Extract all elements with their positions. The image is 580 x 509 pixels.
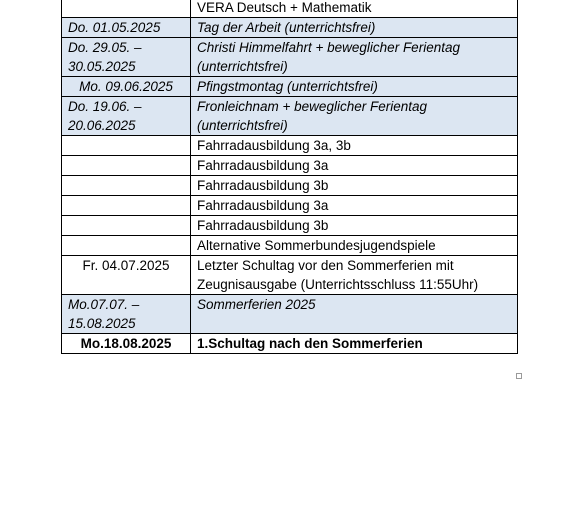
date-cell: Fr. 04.07.2025 [62,256,191,295]
event-cell: Alternative Sommerbundesjugendspiele [191,236,518,256]
event-cell: Fahrradausbildung 3a [191,196,518,216]
date-cell: Do. 19.06. – 20.06.2025 [62,97,191,136]
table-row [62,0,518,18]
table-row [62,176,518,196]
date-cell [62,196,191,216]
event-cell: Fahrradausbildung 3b [191,216,518,236]
event-cell: VERA Deutsch + Mathematik [191,0,518,18]
table-row [62,216,518,236]
date-cell [62,156,191,176]
event-cell: Letzter Schultag vor den Sommerferien mit Zeugnisausgabe (Unterrichtsschluss 11:55Uhr) [191,256,518,295]
date-cell: Do. 01.05.2025 [62,18,191,38]
event-cell: Pfingstmontag (unterrichtsfrei) [191,77,518,97]
date-cell [62,0,191,18]
event-cell: Tag der Arbeit (unterrichtsfrei) [191,18,518,38]
schedule-table [61,0,518,354]
date-cell: Mo.07.07. – 15.08.2025 [62,295,191,334]
event-cell: Fahrradausbildung 3a, 3b [191,136,518,156]
table-row [62,196,518,216]
table-row [62,38,518,77]
table-row [62,256,518,295]
date-cell: Do. 29.05. – 30.05.2025 [62,38,191,77]
event-cell: 1.Schultag nach den Sommerferien [191,334,518,354]
table-row [62,97,518,136]
event-cell: Christi Himmelfahrt + beweglicher Ferientag (unterrichtsfrei) [191,38,518,77]
table-row [62,18,518,38]
table-row [62,136,518,156]
date-cell [62,216,191,236]
event-cell: Fahrradausbildung 3b [191,176,518,196]
table-row [62,156,518,176]
date-cell [62,236,191,256]
table-row [62,236,518,256]
schedule-table-body [62,0,518,354]
table-resize-handle[interactable] [516,373,522,379]
event-cell: Sommerferien 2025 [191,295,518,334]
date-cell [62,176,191,196]
date-cell: Mo.18.08.2025 [62,334,191,354]
event-cell: Fahrradausbildung 3a [191,156,518,176]
event-cell: Fronleichnam + beweglicher Ferientag (unterrichtsfrei) [191,97,518,136]
date-cell: Mo. 09.06.2025 [62,77,191,97]
table-row [62,334,518,354]
date-cell [62,136,191,156]
table-row [62,295,518,334]
table-row [62,77,518,97]
